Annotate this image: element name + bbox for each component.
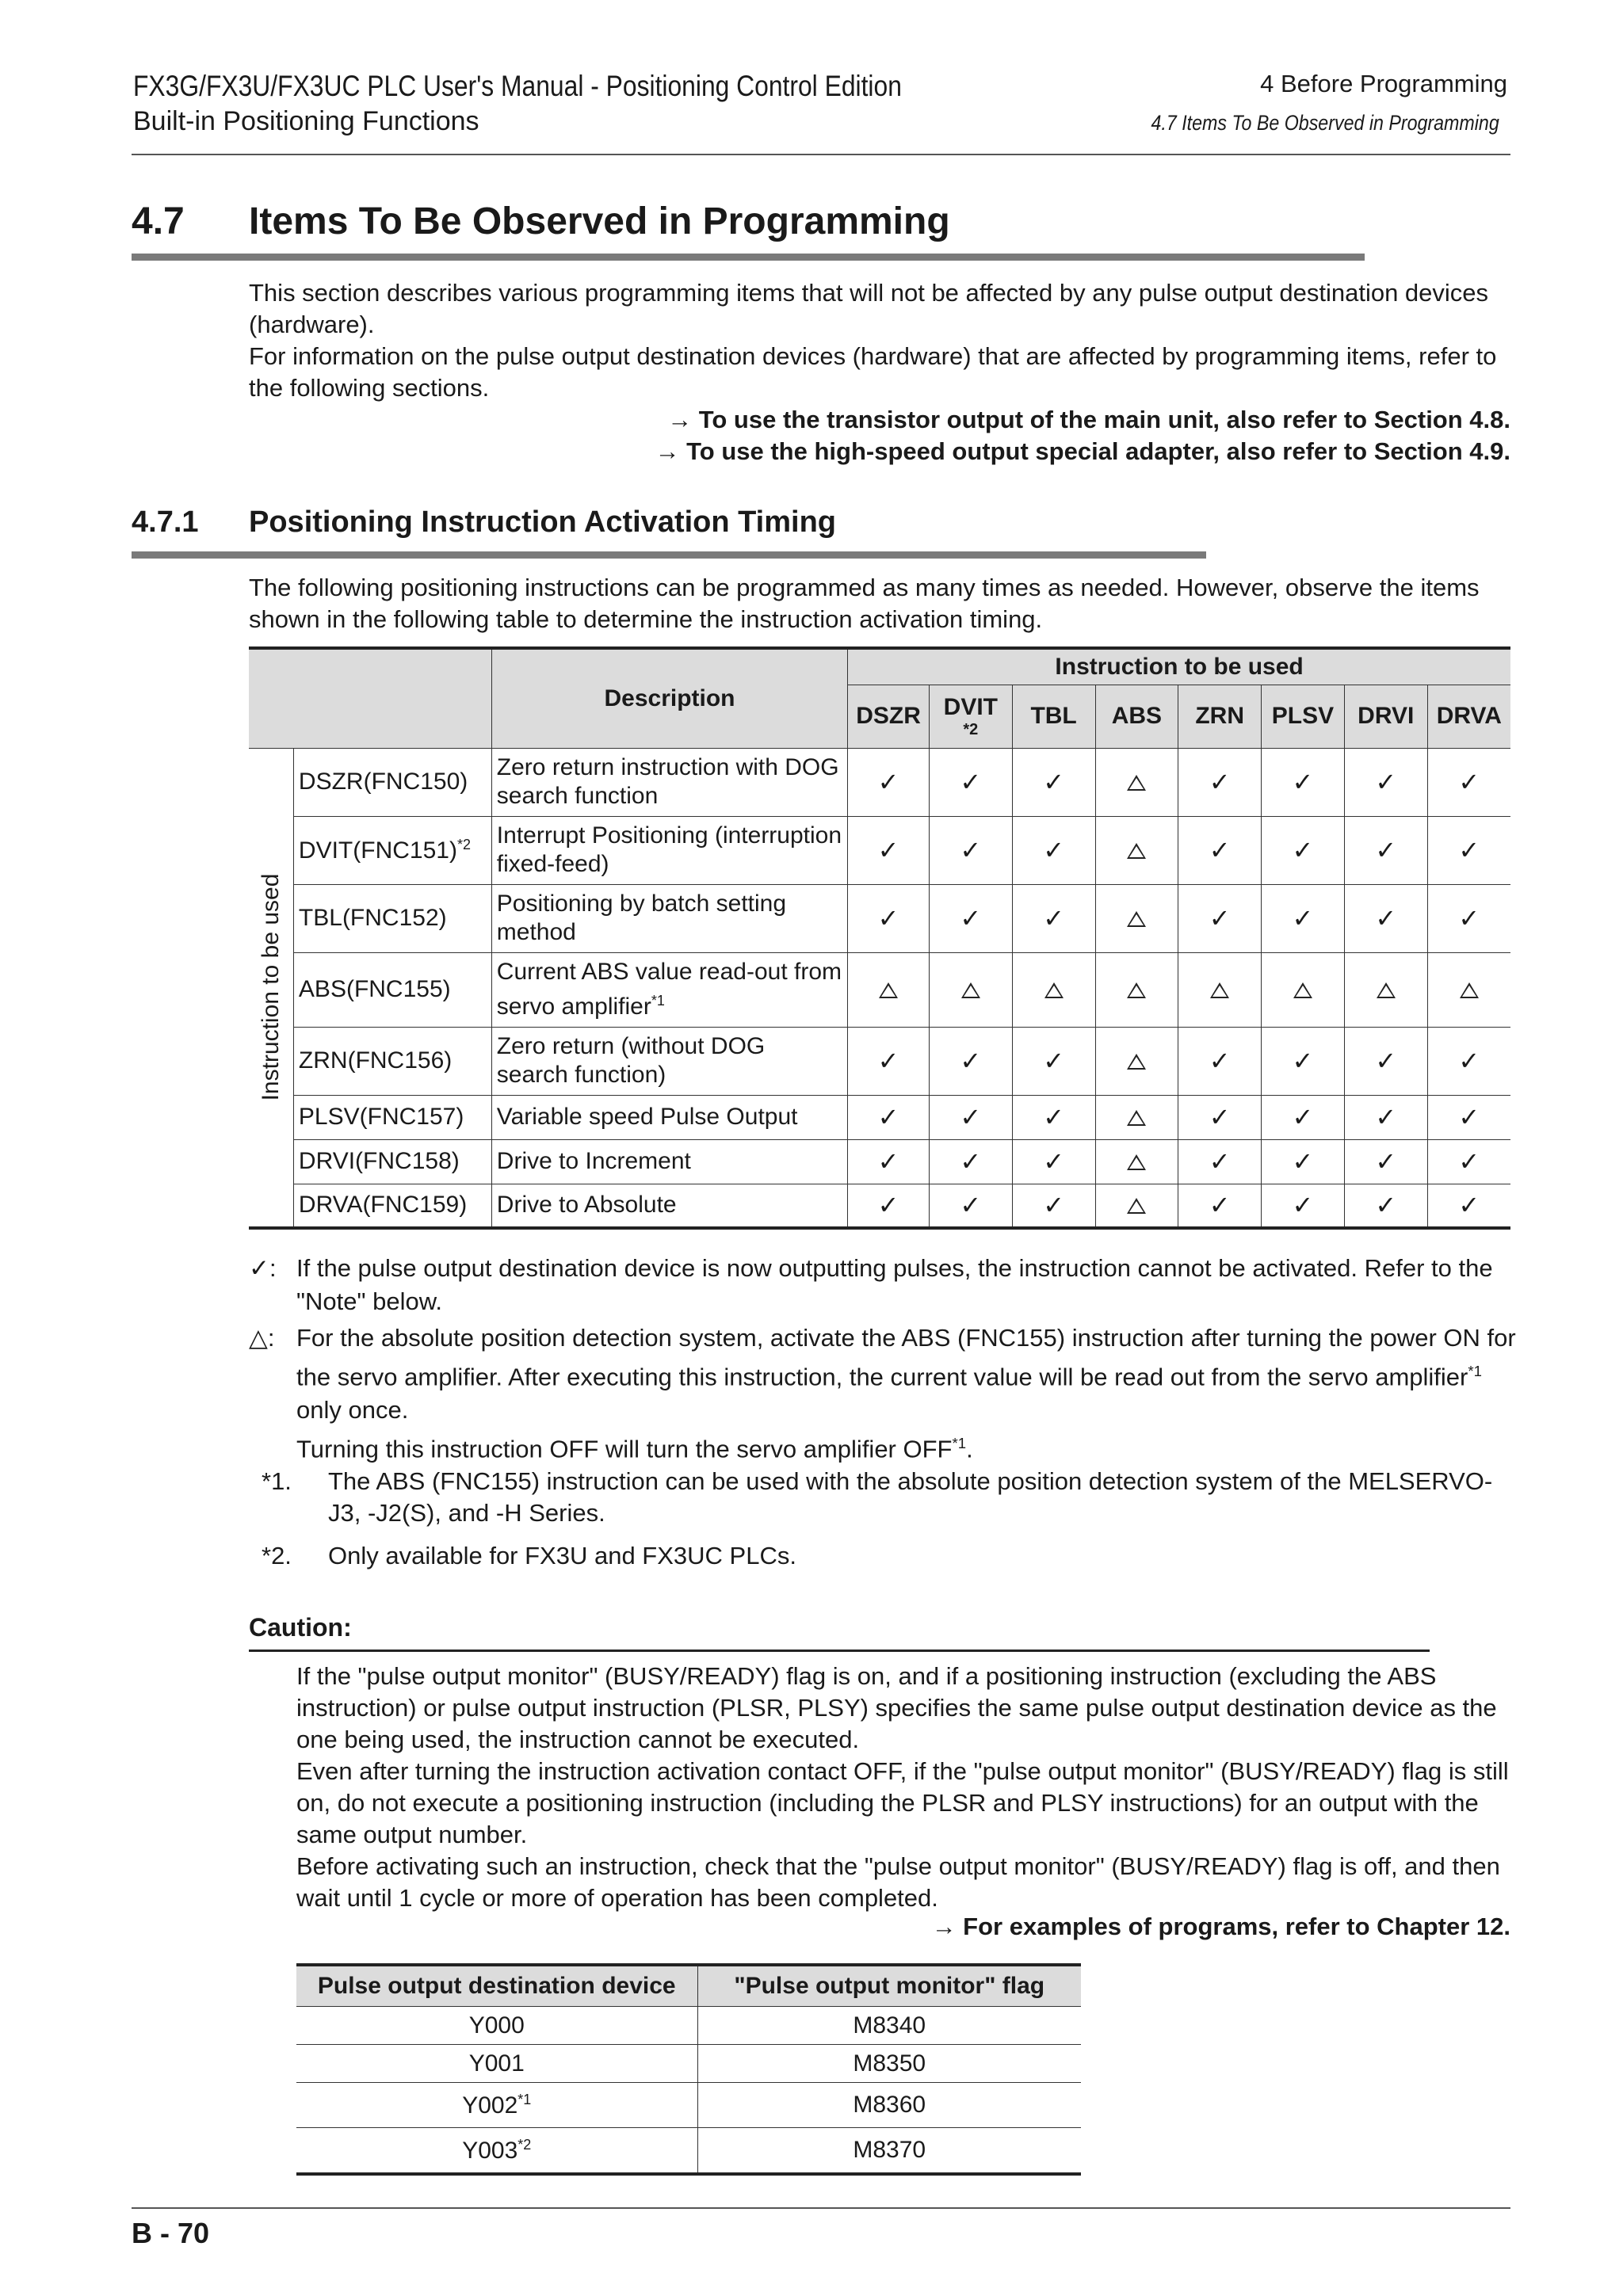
col-dvit-note: *2 <box>963 721 979 738</box>
flag-value-cell: M8370 <box>697 2128 1081 2175</box>
check-mark-icon: ✓ <box>1262 1139 1345 1184</box>
instruction-name: $DVIT(FNC151)^{*2}$ <box>293 816 491 884</box>
table-row <box>249 1095 1510 1139</box>
check-mark-icon: ✓ <box>848 1184 930 1228</box>
instruction-name: ABS(FNC155) <box>293 952 491 1027</box>
table-row <box>249 884 1510 952</box>
triangle-mark-icon <box>929 952 1012 1027</box>
instruction-name: PLSV(FNC157) <box>293 1095 491 1139</box>
ref-section-4-9[interactable]: → To use the high-speed output special adapter, also refer to Section 4.9. <box>655 437 1510 465</box>
side-label: Instruction to be used <box>257 873 284 1101</box>
check-mark-icon: ✓ <box>1012 748 1095 816</box>
col-zrn: ZRN <box>1178 685 1262 748</box>
table-row <box>249 1184 1510 1228</box>
section-label: 4.7 Items To Be Observed in Programming <box>1151 111 1499 135</box>
check-mark-icon: ✓ <box>1344 1184 1427 1228</box>
caution-rule <box>249 1650 1430 1652</box>
check-mark-icon: ✓ <box>1178 816 1262 884</box>
section-intro <box>249 277 1517 404</box>
instruction-description: Variable speed Pulse Output <box>491 1095 847 1139</box>
check-mark-icon: ✓ <box>1012 816 1095 884</box>
check-mark-icon: ✓ <box>1427 1139 1510 1184</box>
triangle-symbol: △: <box>249 1324 275 1352</box>
timing-table-body <box>249 748 1510 1228</box>
flag-device-cell: Y002$^{*1}$ <box>296 2083 697 2128</box>
check-mark-icon: ✓ <box>929 748 1012 816</box>
flag-device-cell: Y000 <box>296 2007 697 2045</box>
check-mark-icon: ✓ <box>1344 1139 1427 1184</box>
instruction-name: ZRN(FNC156) <box>293 1027 491 1095</box>
subsection-title: Positioning Instruction Activation Timing <box>249 505 836 539</box>
caution-para-1: If the "pulse output monitor" (BUSY/READY) flag is on, and if a positioning instruction (excluding the ABS instruction) or pulse output instruction (PLSR, PLSY) specifies the same pulse output destination device as the one being used, the instruction cannot be executed. <box>296 1662 1497 1753</box>
check-mark-icon: ✓ <box>848 1095 930 1139</box>
check-mark-icon: ✓ <box>1012 884 1095 952</box>
caution-title: Caution: <box>249 1613 352 1642</box>
flag-device-cell: Y001 <box>296 2045 697 2083</box>
check-mark-icon: ✓ <box>1012 1027 1095 1095</box>
activation-timing-table <box>249 646 1510 1230</box>
instruction-description: Drive to Absolute <box>491 1184 847 1228</box>
legend-check <box>249 1252 1517 1318</box>
check-mark-icon: ✓ <box>1012 1184 1095 1228</box>
subsection-title-bar <box>132 551 1206 559</box>
check-mark-icon: ✓ <box>1012 1095 1095 1139</box>
col-dszr: DSZR <box>848 685 930 748</box>
instruction-description: Interrupt Positioning (interruption fixed-feed) <box>491 816 847 884</box>
check-symbol: ✓: <box>249 1254 277 1282</box>
triangle-mark-icon <box>1427 952 1510 1027</box>
table-row <box>249 952 1510 1027</box>
check-mark-icon: ✓ <box>1262 1184 1345 1228</box>
table-row <box>296 2007 1081 2045</box>
check-mark-icon: ✓ <box>929 1027 1012 1095</box>
instruction-description: Positioning by batch setting method <box>491 884 847 952</box>
footnote-1-mark: *1. <box>262 1467 292 1495</box>
header-instruction-group: Instruction to be used <box>848 648 1510 685</box>
check-mark-icon: ✓ <box>1012 1139 1095 1184</box>
pulse-monitor-flag-table <box>296 1963 1081 2176</box>
caution-body <box>296 1661 1517 1914</box>
col-abs: ABS <box>1095 685 1178 748</box>
instruction-name: DRVA(FNC159) <box>293 1184 491 1228</box>
footnote-2-text: Only available for FX3U and FX3UC PLCs. <box>328 1542 796 1569</box>
check-mark-icon: ✓ <box>848 816 930 884</box>
check-mark-icon: ✓ <box>848 1139 930 1184</box>
section-number: 4.7 <box>132 200 185 242</box>
check-mark-icon: ✓ <box>1178 884 1262 952</box>
table-row <box>296 2045 1081 2083</box>
side-label-cell <box>249 748 293 1228</box>
check-mark-icon: ✓ <box>1262 816 1345 884</box>
instruction-description: Drive to Increment <box>491 1139 847 1184</box>
legend-triangle <box>249 1322 1517 1466</box>
triangle-mark-icon <box>1344 952 1427 1027</box>
col-plsv: PLSV <box>1262 685 1345 748</box>
subsection-number: 4.7.1 <box>132 505 199 539</box>
manual-title: FX3G/FX3U/FX3UC PLC User's Manual - Positioning Control Edition <box>133 70 902 102</box>
check-mark-icon: ✓ <box>848 884 930 952</box>
table-row <box>249 1027 1510 1095</box>
check-mark-icon: ✓ <box>1262 884 1345 952</box>
check-mark-icon: ✓ <box>1262 1027 1345 1095</box>
check-mark-icon: ✓ <box>1262 748 1345 816</box>
triangle-mark-icon <box>1095 748 1178 816</box>
instruction-name: DRVI(FNC158) <box>293 1139 491 1184</box>
ref-chapter-12[interactable]: → For examples of programs, refer to Chapter 12. <box>931 1913 1510 1940</box>
triangle-mark-icon <box>1178 952 1262 1027</box>
check-mark-icon: ✓ <box>1178 1095 1262 1139</box>
table-row <box>296 2128 1081 2175</box>
check-mark-icon: ✓ <box>1427 1027 1510 1095</box>
page-number: B - 70 <box>132 2217 210 2249</box>
instruction-description: Zero return instruction with DOG search function <box>491 748 847 816</box>
check-mark-icon: ✓ <box>929 1095 1012 1139</box>
flag-header-flag: "Pulse output monitor" flag <box>697 1965 1081 2007</box>
check-mark-icon: ✓ <box>848 748 930 816</box>
chapter-label: 4 Before Programming <box>1260 70 1507 97</box>
check-mark-icon: ✓ <box>1427 816 1510 884</box>
footnote-1 <box>262 1466 1514 1529</box>
header-rule <box>132 154 1510 155</box>
triangle-mark-icon <box>1095 884 1178 952</box>
check-mark-icon: ✓ <box>929 816 1012 884</box>
check-mark-icon: ✓ <box>1344 1095 1427 1139</box>
check-mark-icon: ✓ <box>1178 1139 1262 1184</box>
check-mark-icon: ✓ <box>929 1139 1012 1184</box>
manual-subtitle: Built-in Positioning Functions <box>133 106 479 136</box>
table-row <box>249 748 1510 816</box>
col-dvit <box>929 685 1012 748</box>
check-mark-icon: ✓ <box>1427 1184 1510 1228</box>
check-mark-icon: ✓ <box>1427 1095 1510 1139</box>
instruction-name: DSZR(FNC150) <box>293 748 491 816</box>
caution-para-2: Even after turning the instruction activation contact OFF, if the "pulse output monitor" (BUSY/READY) flag is still on, do not execute a positioning instruction (including the PLSR and PLSY instructions) for an output with the same output number. <box>296 1757 1509 1848</box>
triangle-mark-icon <box>1095 952 1178 1027</box>
col-drva: DRVA <box>1427 685 1510 748</box>
instruction-name: TBL(FNC152) <box>293 884 491 952</box>
check-mark-icon: ✓ <box>848 1027 930 1095</box>
section-title: Items To Be Observed in Programming <box>249 200 950 242</box>
check-mark-icon: ✓ <box>929 1184 1012 1228</box>
check-mark-icon: ✓ <box>929 884 1012 952</box>
check-mark-icon: ✓ <box>1344 748 1427 816</box>
ref-section-4-8[interactable]: → To use the transistor output of the main unit, also refer to Section 4.8. <box>667 406 1510 433</box>
table-corner-cell <box>249 648 491 748</box>
footnote-2-mark: *2. <box>262 1542 292 1569</box>
table-row <box>296 2083 1081 2128</box>
caution-para-3: Before activating such an instruction, check that the "pulse output monitor" (BUSY/READY) flag is off, and then wait until 1 cycle or more of operation has been completed. <box>296 1852 1500 1912</box>
instruction-description: Current ABS value read-out from servo amplifier$^{*1}$ <box>491 952 847 1027</box>
footer-rule <box>132 2207 1510 2209</box>
triangle-mark-icon <box>1012 952 1095 1027</box>
flag-table-body <box>296 2007 1081 2175</box>
legend-triangle-text-1: For the absolute position detection system, activate the ABS (FNC155) instruction after turning the power ON for the servo amplifier. After executing this instruction, the current value will be read out from the servo amplifier$^{*1}$ only once. <box>296 1324 1516 1425</box>
flag-header-device: Pulse output destination device <box>296 1965 697 2007</box>
check-mark-icon: ✓ <box>1344 1027 1427 1095</box>
triangle-mark-icon <box>1095 1184 1178 1228</box>
section-title-bar <box>132 254 1365 261</box>
flag-value-cell: M8360 <box>697 2083 1081 2128</box>
col-drvi: DRVI <box>1344 685 1427 748</box>
check-mark-icon: ✓ <box>1344 816 1427 884</box>
triangle-mark-icon <box>1095 1139 1178 1184</box>
table-row <box>249 1139 1510 1184</box>
header-description: Description <box>491 648 847 748</box>
check-mark-icon: ✓ <box>1178 1027 1262 1095</box>
flag-device-cell: Y003$^{*2}$ <box>296 2128 697 2175</box>
table-row <box>249 816 1510 884</box>
legend-check-text: If the pulse output destination device is now outputting pulses, the instruction cannot be activated. Refer to the "Note" below. <box>296 1254 1493 1315</box>
col-tbl: TBL <box>1012 685 1095 748</box>
triangle-mark-icon <box>1095 1027 1178 1095</box>
check-mark-icon: ✓ <box>1427 748 1510 816</box>
legend-triangle-text-2: Turning this instruction OFF will turn the servo amplifier OFF$^{*1}$. <box>296 1435 973 1463</box>
instruction-description: Zero return (without DOG search function) <box>491 1027 847 1095</box>
subsection-intro: The following positioning instructions can be programmed as many times as needed. However, observe the items shown in the following table to determine the instruction activation timing. <box>249 574 1480 633</box>
check-mark-icon: ✓ <box>1178 748 1262 816</box>
triangle-mark-icon <box>1095 1095 1178 1139</box>
flag-value-cell: M8350 <box>697 2045 1081 2083</box>
triangle-mark-icon <box>1095 816 1178 884</box>
triangle-mark-icon <box>1262 952 1345 1027</box>
footnote-1-text: The ABS (FNC155) instruction can be used with the absolute position detection system of the MELSERVO-J3, -J2(S), and -H Series. <box>328 1467 1493 1527</box>
check-mark-icon: ✓ <box>1344 884 1427 952</box>
check-mark-icon: ✓ <box>1178 1184 1262 1228</box>
section-intro-1: This section describes various programming items that will not be affected by any pulse output destination devices (hardware). <box>249 279 1489 338</box>
check-mark-icon: ✓ <box>1262 1095 1345 1139</box>
flag-value-cell: M8340 <box>697 2007 1081 2045</box>
triangle-mark-icon <box>848 952 930 1027</box>
col-dvit-label: DVIT <box>943 694 998 720</box>
check-mark-icon: ✓ <box>1427 884 1510 952</box>
footnote-2 <box>262 1540 1514 1572</box>
section-intro-2: For information on the pulse output destination devices (hardware) that are affected by programming items, refer to the following sections. <box>249 342 1497 402</box>
